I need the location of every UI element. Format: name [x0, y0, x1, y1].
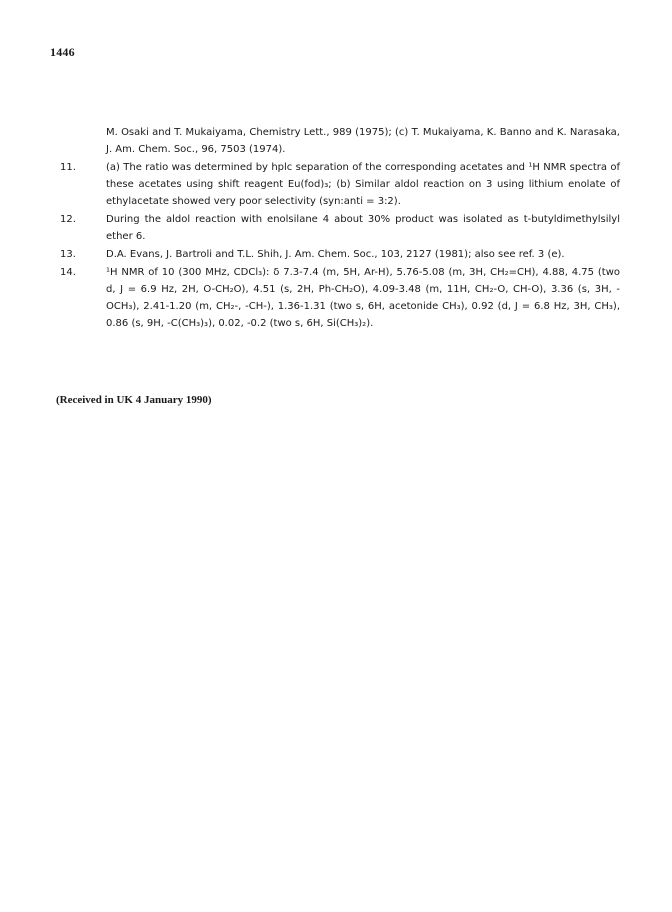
reference-item: [60, 264, 620, 332]
reference-item: [60, 159, 620, 210]
reference-number: 14.: [60, 267, 76, 278]
reference-text: (a) The ratio was determined by hplc separation of the corresponding acetates and ¹H NMR spectra of these acetates using shift reagent Eu(fod)₃; (b) Similar aldol reaction on 3 using lithium enolate of ethylacetate showed very poor selectivity (syn:anti = 3:2).: [106, 162, 620, 207]
page-number: 1446: [50, 45, 75, 59]
reference-list: [60, 124, 620, 333]
reference-number: 12.: [60, 214, 76, 225]
reference-text: D.A. Evans, J. Bartroli and T.L. Shih, J. Am. Chem. Soc., 103, 2127 (1981); also see ref. 3 (e).: [106, 249, 565, 260]
reference-item: [60, 124, 620, 158]
reference-item: [60, 246, 620, 263]
reference-text: M. Osaki and T. Mukaiyama, Chemistry Lett., 989 (1975); (c) T. Mukaiyama, K. Banno and K. Narasaka, J. Am. Chem. Soc., 96, 7503 (1974).: [106, 127, 620, 155]
reference-text: During the aldol reaction with enolsilane 4 about 30% product was isolated as t-butyldimethylsilyl ether 6.: [106, 214, 620, 242]
reference-text: ¹H NMR of 10 (300 MHz, CDCl₃): δ 7.3-7.4 (m, 5H, Ar-H), 5.76-5.08 (m, 3H, CH₂=CH), 4.88, 4.75 (two d, J = 6.9 Hz, 2H, O-CH₂O), 4.51 (s, 2H, Ph-CH₂O), 4.09-3.48 (m, 11H, CH₂-O, CH-O), 3.36 (s, 3H, -OCH₃), 2.41-1.20 (m, CH₂-, -CH-), 1.36-1.31 (two s, 6H, acetonide CH₃), 0.92 (d, J = 6.8 Hz, 3H, CH₃), 0.86 (s, 9H, -C(CH₃)₃), 0.02, -0.2 (two s, 6H, Si(CH₃)₂).: [106, 267, 620, 329]
received-date-note: (Received in UK 4 January 1990): [56, 394, 212, 406]
reference-number: 13.: [60, 249, 76, 260]
reference-number: 11.: [60, 162, 76, 173]
reference-item: [60, 211, 620, 245]
